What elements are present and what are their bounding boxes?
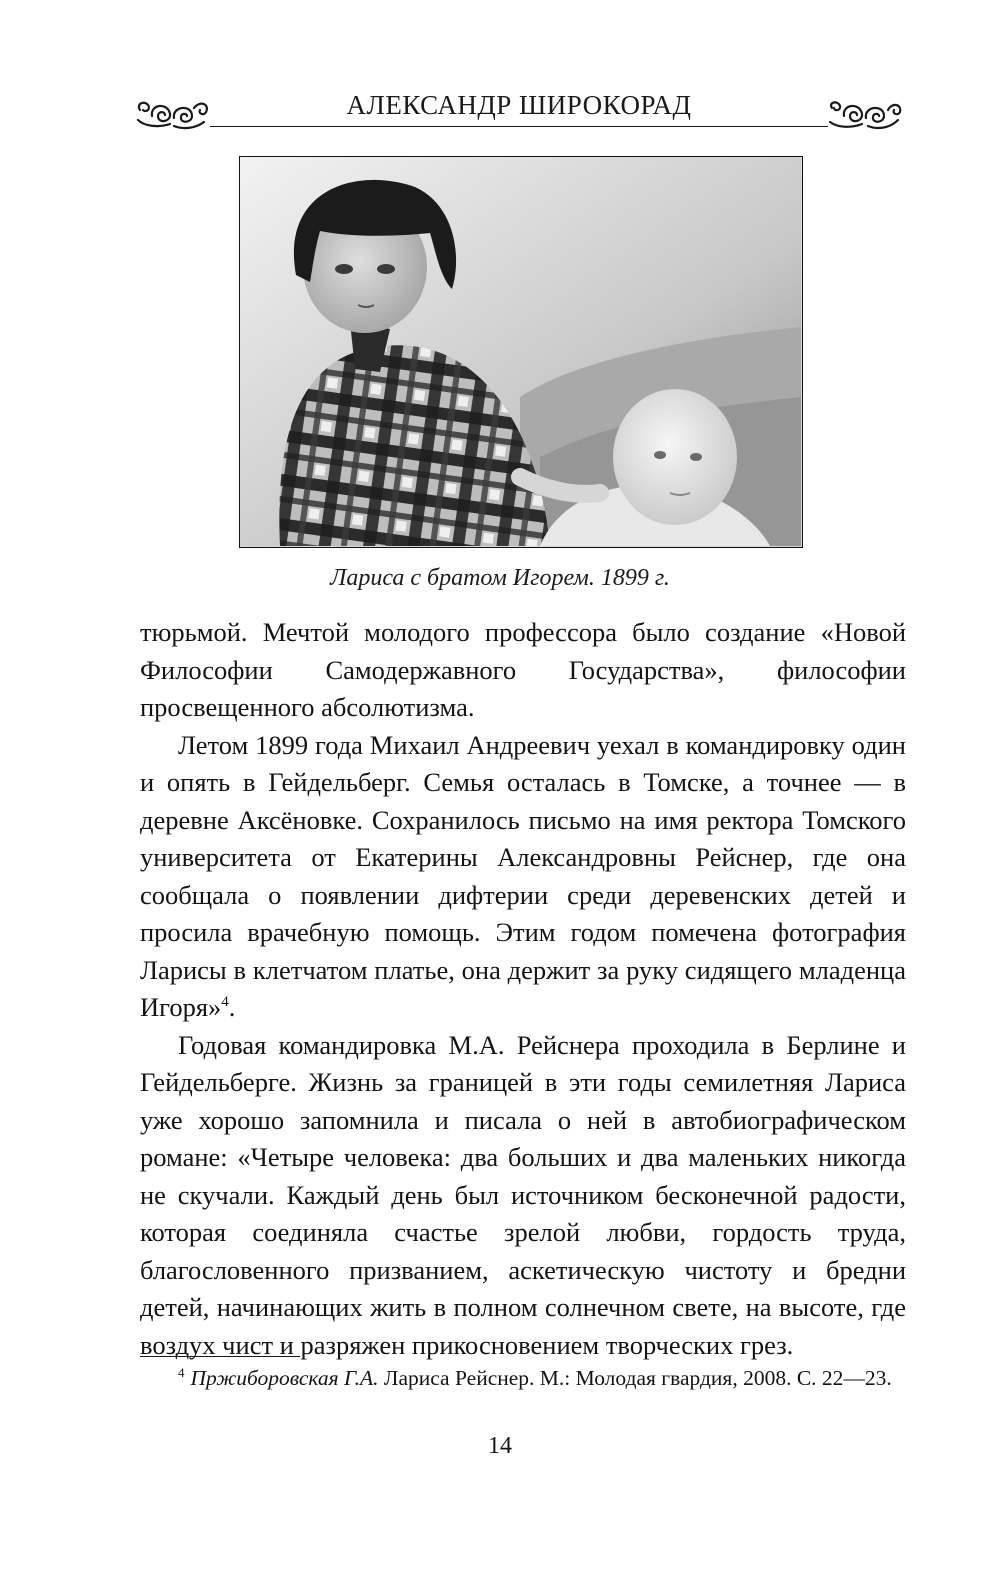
header-rule: [210, 126, 828, 127]
photo-caption: [0, 565, 1000, 592]
running-header: [134, 86, 904, 138]
author-name: АЛЕКСАНДР ШИРОКОРАД: [346, 90, 692, 120]
footnote-number: 4: [178, 1364, 185, 1380]
paragraph-2: [140, 727, 906, 1027]
photo-illustration: [240, 157, 801, 546]
paragraph-2-text: Летом 1899 года Михаил Андреевич уехал в командировку один и опять в Гейдельберг. Семья осталась в Томске, а точнее — в деревне Аксёновке. Сохранилось письмо на имя ректора Томского университета от Екатерины Александровны Рейснер, где она сообщала о появлении дифтерии среди деревенских детей и просила врачебную помощь. Этим годом помечена фотография Ларисы в клетчатом платье, она держит за руку сидящего младенца Игоря»: [140, 729, 906, 1022]
caption-name: Лариса с братом Игорем.: [330, 565, 595, 591]
footnote: [140, 1362, 906, 1394]
caption-year: 1899 г.: [600, 565, 670, 591]
footnote-author: Пржиборовская Г.А.: [190, 1366, 379, 1390]
footnote-rule: [140, 1356, 300, 1357]
footnote-text: Лариса Рейснер. М.: Молодая гвардия, 2008. С. 22—23.: [383, 1366, 892, 1390]
paragraph-3: Годовая командировка М.А. Рейснера проходила в Берлине и Гейдельберге. Жизнь за границей в эти годы семилетняя Лариса уже хорошо запомнила и писала о ней в автобиографическом романе: «Четыре человека: два больших и два маленьких никогда не скучали. Каждый день был источником бесконечной радости, которая соединяла счастье зрелой любви, гордость труда, благословенного призванием, аскетическую чистоту и бредни детей, начинающих жить в полном солнечном свете, на высоте, где воздух чист и разряжен прикосновением творческих грез.: [140, 1029, 906, 1360]
paragraph-2-tail: .: [228, 992, 236, 1022]
children-photo: [239, 156, 803, 548]
paragraph-1: тюрьмой. Мечтой молодого профессора было создание «Новой Философии Самодержавного Государства», философии просвещенного абсолютизма.: [140, 617, 906, 722]
page-number: 14: [488, 1433, 512, 1459]
body-text: [140, 614, 906, 1364]
footnote-ref: 4: [221, 994, 229, 1011]
flourish-ornament-right-icon: [820, 94, 904, 134]
